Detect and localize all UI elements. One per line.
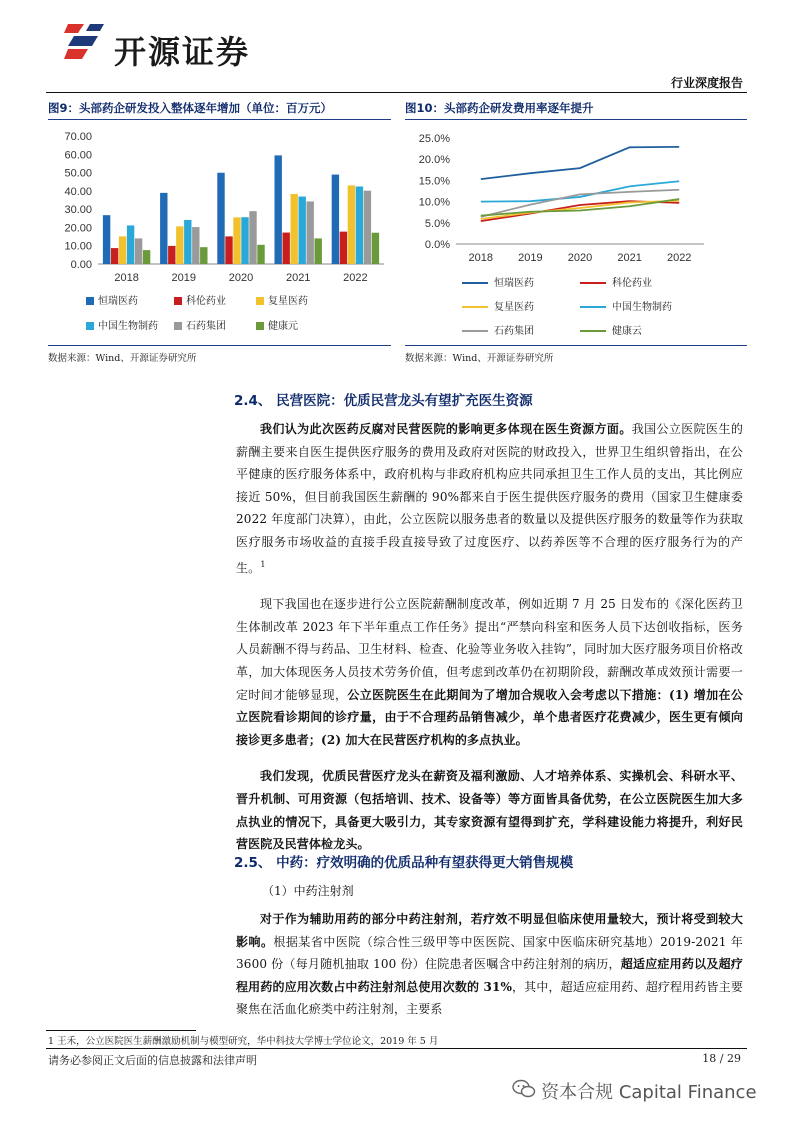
legend-item: [580, 298, 710, 313]
paragraph-emphasis: 我们发现，优质民营医疗龙头在薪资及福利激励、人才培养体系、实操机会、科研水平、晋升机制、可用资源（包括培训、技术、设备等）等方面皆具备优势，在公立医院医生加大多点执业的情况下，具备更大吸引力，其专家资源有望得到扩充，学科建设能力将提升，利好民营医院及民营体检龙头。: [236, 769, 743, 852]
legend-label: 石药集团: [186, 321, 226, 332]
bar: [340, 232, 347, 264]
section-2-4-body: [236, 418, 743, 856]
footer-rule: [46, 1048, 747, 1049]
bar: [249, 211, 256, 264]
legend-item: [462, 274, 580, 289]
bar: [200, 247, 207, 264]
y-tick-label: 60.00: [64, 149, 92, 162]
legend-label: 复星医药: [494, 302, 534, 313]
bar: [257, 245, 264, 264]
legend-item: [580, 274, 710, 289]
legend-label: 中国生物制药: [612, 302, 672, 313]
y-tick-label: 40.00: [64, 185, 92, 198]
legend-swatch: [174, 322, 182, 330]
fig10-line-chart: [404, 124, 748, 344]
bar: [372, 233, 379, 264]
bar: [291, 194, 298, 264]
bar: [299, 197, 306, 264]
bar: [241, 217, 248, 264]
x-tick-label: 2018: [468, 252, 494, 264]
bar: [348, 185, 355, 264]
paragraph-lead: 我们认为此次医药反腐对民营医院的影响更多体现在医生资源方面。: [260, 422, 632, 436]
report-type: 行业深度报告: [670, 76, 743, 90]
bar: [135, 238, 142, 264]
legend-label: 健康云: [612, 326, 642, 337]
legend-line: [580, 282, 606, 284]
legend-item: [256, 292, 346, 307]
footer-disclaimer: 请务必参阅正文后面的信息披露和法律声明: [48, 1054, 257, 1067]
legend-item: [86, 317, 174, 332]
legend-item: [256, 317, 346, 332]
x-tick-label: 2021: [285, 272, 311, 284]
subsection-label: （1）中药注射剂: [262, 884, 354, 898]
fig10-title-rule: [405, 119, 747, 120]
bar: [307, 201, 314, 264]
footnote-rule: [46, 1030, 196, 1031]
bar: [283, 233, 290, 264]
brand-name: 开源证券: [114, 33, 251, 71]
y-tick-label: 70.00: [64, 131, 92, 143]
x-tick-label: 2022: [343, 272, 368, 284]
paragraph: [236, 908, 743, 1021]
x-tick-label: 2021: [617, 252, 642, 264]
paragraph-text: ，其中，超适应症用药、超疗程用药皆主要聚焦在活血化瘀类中药注射剂，主要系: [236, 979, 743, 1017]
y-tick-label: 0.0%: [424, 239, 450, 251]
bar: [217, 173, 224, 264]
wechat-icon: [512, 1079, 536, 1103]
x-tick-label: 2018: [114, 272, 139, 284]
legend-line: [580, 330, 606, 332]
bar: [364, 191, 371, 264]
fig10-source: 数据来源：Wind、开源证券研究所: [405, 353, 554, 364]
section-2-4-title: 2.4、 民营医院：优质民营龙头有望扩充医生资源: [234, 393, 533, 409]
legend-swatch: [174, 297, 182, 305]
paragraph: [236, 765, 743, 855]
footnote-ref: 1: [260, 559, 266, 569]
x-tick-label: 2020: [228, 272, 254, 284]
y-tick-label: 20.0%: [418, 154, 450, 167]
y-tick-label: 15.0%: [418, 175, 450, 188]
legend-label: 恒瑞医药: [494, 278, 534, 289]
bar: [192, 227, 199, 264]
bar: [127, 225, 134, 264]
bar: [119, 236, 126, 264]
legend-line: [580, 306, 606, 308]
y-tick-label: 25.0%: [418, 133, 450, 145]
paragraph-lead: 对于作为辅助用药的部分中药注射剂，若疗效不明显但临床使用量较大，预计将受到较大影响。: [236, 912, 743, 949]
legend-item: [462, 298, 580, 313]
fig10-bottom-rule: [405, 345, 747, 346]
legend-label: 恒瑞医药: [98, 296, 138, 307]
footnote: 1 王禾，公立医院医生薪酬激励机制与模型研究，华中科技大学博士学位论文，2019 年 5 月: [48, 1036, 439, 1047]
legend-swatch: [256, 322, 264, 330]
page-number: 18 / 29: [702, 1052, 741, 1065]
x-tick-label: 2019: [171, 272, 197, 284]
x-tick-label: 2022: [666, 252, 692, 264]
bar: [225, 236, 232, 264]
bar: [184, 220, 191, 264]
watermark: [512, 1078, 757, 1104]
fig9-source: 数据来源：Wind、开源证券研究所: [48, 353, 197, 364]
x-tick-label: 2020: [567, 252, 593, 264]
bar: [111, 248, 118, 264]
bar: [315, 238, 322, 264]
legend-label: 健康元: [268, 321, 298, 332]
header-rule: [46, 92, 747, 93]
legend-label: 复星医药: [268, 296, 308, 307]
legend-swatch: [256, 297, 264, 305]
legend-swatch: [86, 297, 94, 305]
paragraph: [236, 418, 743, 579]
bar: [168, 246, 175, 264]
paragraph-text: 根据某省中医院（综合性三级甲等中医医院、国家中医临床研究基地）2019-2021 年 3600 份（每月随机抽取 100 份）住院患者医嘱含中药注射剂的病历，: [236, 934, 744, 972]
legend-label: 科伦药业: [186, 296, 226, 307]
legend-item: [174, 317, 256, 332]
bar: [160, 193, 167, 264]
legend-line: [462, 330, 488, 332]
y-tick-label: 30.00: [64, 204, 92, 217]
y-tick-label: 5.0%: [424, 217, 450, 230]
bar: [356, 186, 363, 264]
paragraph-emphasis: 超适应症用药以及超疗程用药的应用次数占中药注射剂总使用次数的 31%: [236, 957, 743, 994]
watermark-text: 资本合规 Capital Finance: [541, 1082, 757, 1103]
brand-logo: [64, 20, 108, 64]
fig9-bottom-rule: [48, 345, 391, 346]
y-tick-label: 10.00: [64, 240, 92, 253]
paragraph: [236, 593, 743, 751]
x-tick-label: 2019: [518, 252, 543, 264]
legend-item: [86, 292, 174, 307]
series-line: [481, 147, 679, 179]
section-2-5-body: [236, 908, 743, 1021]
fig9-bar-chart: [46, 124, 391, 344]
legend-label: 科伦药业: [612, 278, 652, 289]
paragraph-text: 我国公立医院医生的薪酬主要来自医生提供医疗服务的费用及政府对医院的财政投入，世界卫生组织曾指出，在公平健康的医疗服务体系中，政府机构与非政府机构应共同承担卫生工作人员的支出，其比例应接近 50%，但目前我国医生薪酬的 90%都来自于医生提供医疗服务的费用（国家卫生健康委 2022 年度部门决算），由此，公立医院以服务患者的数量以及提供医疗服务的数量等作为获取医疗服务市场收益的直接手段直接导致了过度医疗、以药养医等不合理的医疗服务行为的产生。: [236, 422, 743, 575]
bar: [103, 215, 110, 264]
legend-line: [462, 282, 488, 284]
y-tick-label: 50.00: [64, 167, 92, 180]
legend-line: [462, 306, 488, 308]
bar: [143, 250, 150, 264]
fig9-legend: [46, 292, 391, 342]
legend-item: [462, 322, 580, 337]
fig9-title: 图9：头部药企研发投入整体逐年增加（单位：百万元）: [48, 101, 332, 115]
y-tick-label: 0.00: [70, 259, 92, 271]
legend-label: 中国生物制药: [98, 321, 158, 332]
fig10-legend: [404, 274, 748, 342]
legend-swatch: [86, 322, 94, 330]
logo-mark-icon: [64, 20, 108, 64]
bar: [275, 155, 282, 264]
bar: [176, 226, 183, 264]
bar: [233, 217, 240, 264]
legend-item: [580, 322, 710, 337]
bar: [332, 175, 339, 264]
section-2-5-title: 2.5、 中药：疗效明确的优质品种有望获得更大销售规模: [234, 855, 574, 871]
paragraph-text: 现下我国也在逐步进行公立医院薪酬制度改革，例如近期 7 月 25 日发布的《深化医药卫生体制改革 2023 年下半年重点工作任务》提出“严禁向科室和医务人员下达创收指标，医务人员薪酬不得与药品、卫生材料、检查、化验等业务收入挂钩”，同时加大医疗服务项目价格改革，加大体现医务人员技术劳务价值，但考虑到改革仍在初期阶段，薪酬改革成效预计需要一定时间才能够显现，: [236, 597, 743, 702]
y-tick-label: 10.0%: [418, 196, 450, 209]
fig9-title-rule: [48, 119, 391, 120]
paragraph-emphasis: 公立医院医生在此期间为了增加合规收入会考虑以下措施：(1) 增加在公立医院看诊期间的诊疗量，由于不合理药品销售减少，单个患者医疗花费减少，医生更有倾向接诊更多患者；(2) 加大在民营医疗机构的多点执业。: [236, 687, 743, 747]
y-tick-label: 20.00: [64, 222, 92, 235]
legend-label: 石药集团: [494, 326, 534, 337]
legend-item: [174, 292, 256, 307]
fig10-title: 图10：头部药企研发费用率逐年提升: [405, 101, 594, 115]
